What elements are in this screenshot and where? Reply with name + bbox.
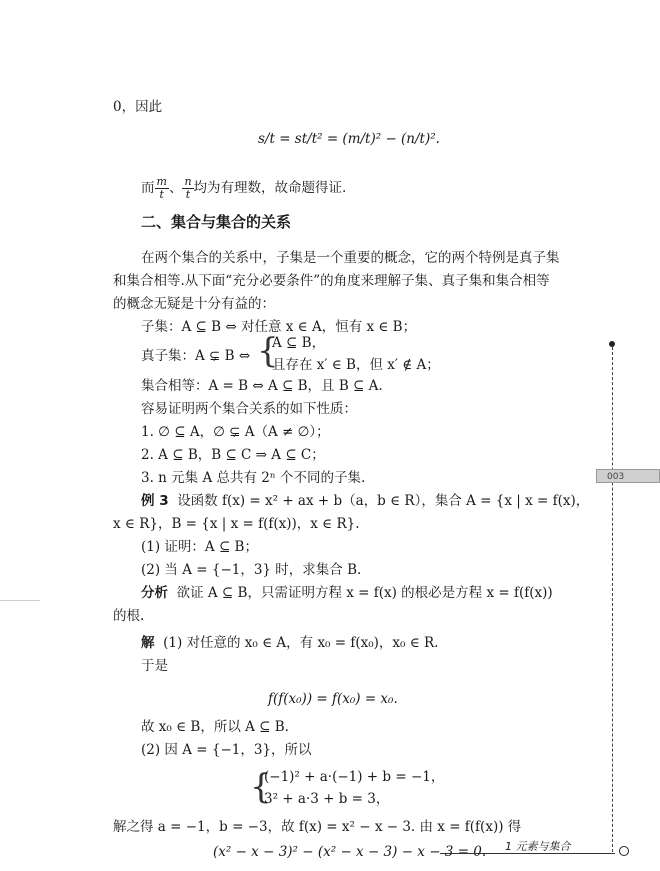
margin-dashed-line: [612, 342, 613, 852]
set-equality-definition: 集合相等：A = B ⇔ A ⊆ B，且 B ⊆ A.: [141, 378, 383, 394]
brace-2: {: [250, 767, 272, 807]
subset-definition: 子集：A ⊆ B ⇔ 对任意 x ∈ A，恒有 x ∈ B；: [141, 319, 417, 335]
proper-subset-cond-2: 且存在 x′ ∈ B，但 x′ ∉ A；: [272, 357, 440, 373]
proper-subset-label: 真子集：A ⊊ B ⇔: [141, 348, 251, 364]
analysis-label: 分析: [141, 585, 168, 601]
analysis-line-2: 的根.: [113, 608, 145, 624]
property-3: 3. n 元集 A 总共有 2ⁿ 个不同的子集.: [141, 470, 366, 486]
equation-1: s/t = st/t² = (m/t)² − (n/t)².: [258, 131, 440, 147]
system-eq-1: (−1)² + a·(−1) + b = −1，: [264, 769, 445, 785]
equation-2: f(f(x₀)) = f(x₀) = x₀.: [268, 691, 398, 707]
example-3-line-2: x ∈ R}，B = {x | x = f(f(x))，x ∈ R}.: [113, 516, 360, 532]
proper-subset-cond-1: A ⊆ B，: [272, 335, 326, 351]
section-heading: 二、集合与集合的关系: [141, 213, 292, 231]
solution-line-5: 解之得 a = −1，b = −3，故 f(x) = x² − x − 3. 由 x = f(f(x)) 得: [113, 819, 522, 835]
margin-dot-icon: [609, 341, 615, 347]
example-3-part-1: (1) 证明：A ⊆ B；: [141, 539, 258, 555]
equation-3: (x² − x − 3)² − (x² − x − 3) − x − 3 = 0.: [213, 844, 487, 860]
footer-rule: [440, 853, 615, 854]
system-eq-2: 3² + a·3 + b = 3，: [264, 791, 390, 807]
solution-line-2: 于是: [141, 658, 168, 674]
example-label: 例 3: [141, 493, 169, 509]
example-3-line-1: 例 3 设函数 f(x) = x² + ax + b（a，b ∈ R），集合 A = {x | x = f(x)，: [141, 493, 590, 509]
paragraph-line-1: 在两个集合的关系中，子集是一个重要的概念，它的两个特例是真子集: [141, 250, 560, 266]
property-2: 2. A ⊆ B，B ⊆ C ⇒ A ⊆ C；: [141, 447, 325, 463]
text-line-2: 而 $\frac{m}{t}$ 、 $\frac{n}{t}$ 均为有理数，故命题得证.: [141, 175, 347, 201]
properties-intro: 容易证明两个集合关系的如下性质：: [141, 401, 357, 417]
solution-line-4: (2) 因 A = {−1，3}，所以: [141, 742, 312, 758]
margin-mark: [0, 600, 40, 601]
brace-1: {: [257, 331, 279, 371]
footer-circle-icon: [619, 846, 629, 856]
analysis-line-1: 分析 欲证 A ⊆ B，只需证明方程 x = f(x) 的根必是方程 x = f(f(x)): [141, 585, 553, 601]
running-footer: 1 元素与集合: [505, 840, 571, 853]
text-line-1: 0，因此: [113, 99, 163, 115]
paragraph-line-2: 和集合相等.从下面“充分必要条件”的角度来理解子集、真子集和集合相等: [113, 273, 550, 289]
property-1: 1. ∅ ⊆ A，∅ ⊊ A（A ≠ ∅）；: [141, 424, 330, 440]
solution-line-3: 故 x₀ ∈ B，所以 A ⊆ B.: [141, 719, 289, 735]
example-3-part-2: (2) 当 A = {−1，3} 时，求集合 B.: [141, 562, 362, 578]
page-number-tab: 003: [596, 469, 660, 483]
solution-label: 解: [141, 635, 155, 651]
solution-line-1: 解 (1) 对任意的 x₀ ∈ A，有 x₀ = f(x₀)，x₀ ∈ R.: [141, 635, 439, 651]
paragraph-line-3: 的概念无疑是十分有益的：: [113, 296, 275, 312]
